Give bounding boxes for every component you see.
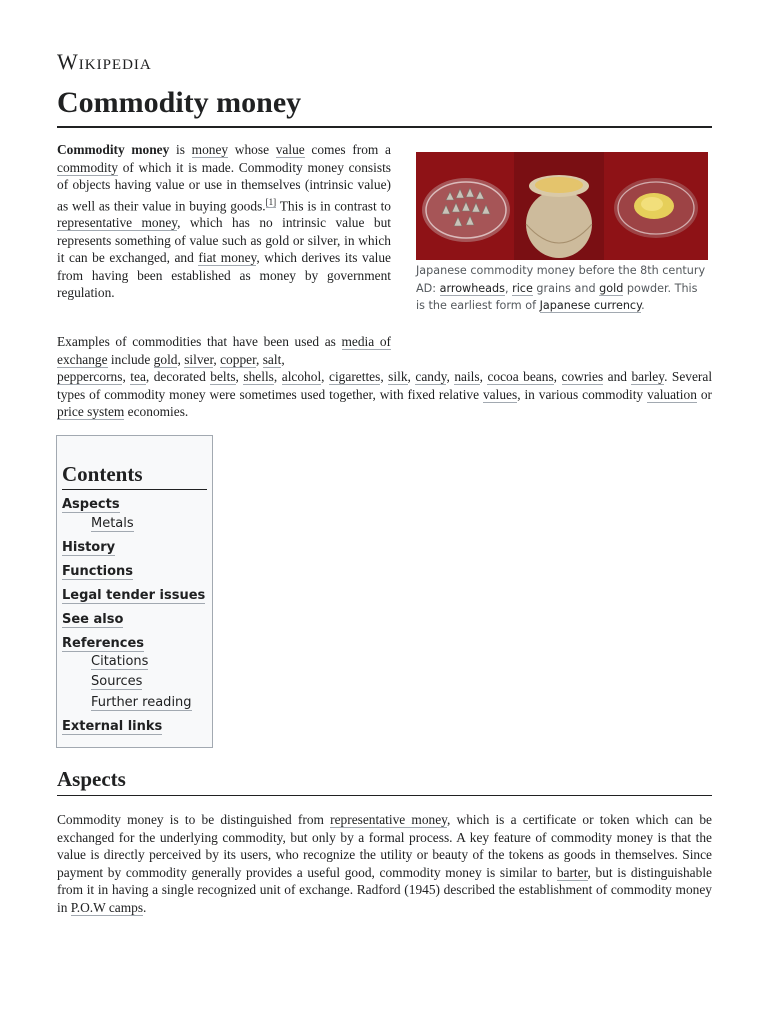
- inline-link[interactable]: price system: [57, 404, 125, 419]
- toc-link-label[interactable]: External links: [62, 719, 163, 734]
- inline-link[interactable]: copper: [220, 351, 257, 367]
- toc-item-functions[interactable]: [62, 564, 133, 579]
- inline-link[interactable]: salt: [262, 351, 282, 367]
- intro-p2a-runs: Examples of commodities that have been used as media of exchange include gold, silver, copper, salt,: [57, 334, 391, 367]
- inline-link[interactable]: value: [275, 142, 305, 157]
- inline-link[interactable]: rice: [512, 281, 533, 295]
- toc-title: Contents: [62, 462, 143, 486]
- toc-item-aspects[interactable]: [62, 497, 120, 512]
- inline-link[interactable]: barley: [631, 369, 665, 384]
- thumbnail-figure: [416, 152, 709, 315]
- inline-link[interactable]: peppercorns: [57, 369, 123, 384]
- inline-link[interactable]: representative money: [330, 812, 448, 827]
- toc-link-label[interactable]: Metals: [91, 516, 134, 531]
- inline-link[interactable]: fiat money: [198, 250, 257, 266]
- toc-item-citations[interactable]: [91, 654, 148, 669]
- toc-divider: [62, 489, 207, 490]
- inline-link[interactable]: silver: [184, 351, 214, 367]
- inline-link[interactable]: arrowheads: [439, 281, 505, 295]
- wikipedia-logo[interactable]: Wikipedia: [57, 49, 152, 74]
- inline-link[interactable]: candy: [415, 369, 447, 384]
- inline-link[interactable]: commodity: [57, 159, 118, 175]
- intro-p2b-runs: peppercorns, tea, decorated belts, shells, alcohol, cigarettes, silk, candy, nails, cocoa beans, cowries and barley. Several types of commodity money were sometimes used together, with fixed relative values, in various commodity valuation or price system economies.: [57, 369, 713, 419]
- toc-item-references[interactable]: [62, 636, 144, 651]
- inline-link[interactable]: media of exchange: [57, 334, 391, 367]
- toc-link-label[interactable]: History: [62, 540, 116, 555]
- inline-link[interactable]: cocoa beans: [487, 369, 554, 384]
- toc-link-label[interactable]: References: [62, 636, 145, 651]
- bold-term: Commodity money: [57, 142, 170, 157]
- inline-link[interactable]: Japanese currency: [539, 299, 642, 312]
- toc-item-further-reading[interactable]: [91, 695, 192, 710]
- inline-link[interactable]: silk: [388, 369, 408, 384]
- section-heading-aspects: Aspects: [57, 767, 126, 791]
- section-divider: [57, 795, 712, 796]
- figure-caption: Japanese commodity money before the 8th century AD: arrowheads, rice grains and gold powder. This is the earliest form of Japanese currency.: [416, 264, 706, 312]
- inline-link[interactable]: barter: [556, 864, 588, 880]
- toc-link-label[interactable]: Functions: [62, 564, 134, 579]
- inline-link[interactable]: gold: [153, 351, 178, 367]
- toc-item-history[interactable]: [62, 540, 115, 555]
- inline-link[interactable]: cigarettes: [329, 369, 381, 384]
- page-title: Commodity money: [57, 86, 302, 119]
- inline-link[interactable]: [1]: [265, 196, 277, 207]
- inline-link[interactable]: nails: [454, 369, 480, 384]
- aspects-p1-runs: Commodity money is to be distinguished from representative money, which is a certificate or token which can be exchanged for the underlying commodity, but only by a formal process. A key feature of commodity money is that the value is directly perceived by its users, who recognize the utility or beauty of the tokens as goods in themselves. Since payment by commodity generally provides a useful good, commodity money is similar to barter, but is distinguishable from it in having a single recognized unit of exchange. Radford (1945) described the establishment of commodity money in P.O.W camps.: [57, 812, 712, 915]
- title-divider: [57, 126, 712, 128]
- toc-item-legal-tender-issues[interactable]: [62, 588, 205, 603]
- inline-link[interactable]: valuation: [647, 386, 697, 402]
- toc-link-label[interactable]: Citations: [91, 654, 149, 669]
- commodity-money-image[interactable]: [416, 152, 708, 260]
- toc-link-label[interactable]: See also: [62, 612, 124, 627]
- inline-link[interactable]: values: [482, 386, 518, 402]
- inline-link[interactable]: alcohol: [281, 369, 322, 384]
- inline-link[interactable]: shells: [243, 369, 274, 384]
- toc-item-metals[interactable]: [91, 516, 134, 531]
- inline-link[interactable]: tea: [130, 369, 146, 384]
- intro-paragraph-2-continued: [57, 368, 712, 421]
- intro-p1-runs: Commodity money is money whose value comes from a commodity of which it is made. Commodity money consists of objects having value or use in themselves (intrinsic value) as well as their value in buying goods.[1] This is in contrast to representative money, which has no intrinsic value but represents something of value such as gold or silver, in which it can be exchanged, and fiat money, which derives its value from having been established as money by government regulation.: [57, 142, 391, 301]
- toc-link-label[interactable]: Legal tender issues: [62, 588, 206, 603]
- toc-item-sources[interactable]: [91, 674, 142, 689]
- inline-link[interactable]: belts: [210, 369, 236, 384]
- table-of-contents: [56, 435, 213, 748]
- toc-item-see-also[interactable]: [62, 612, 123, 627]
- inline-link[interactable]: gold: [599, 281, 624, 295]
- intro-paragraph-1: [57, 141, 391, 302]
- toc-link-label[interactable]: Aspects: [62, 497, 120, 512]
- inline-link[interactable]: money: [191, 142, 229, 157]
- toc-link-label[interactable]: Sources: [91, 674, 143, 689]
- inline-link[interactable]: representative money: [57, 215, 178, 231]
- inline-link[interactable]: P.O.W camps: [70, 899, 144, 915]
- toc-item-external-links[interactable]: [62, 719, 162, 734]
- intro-paragraph-2-start: [57, 333, 391, 368]
- aspects-paragraph: [57, 811, 712, 916]
- inline-link[interactable]: cowries: [561, 369, 604, 384]
- toc-link-label[interactable]: Further reading: [91, 695, 192, 710]
